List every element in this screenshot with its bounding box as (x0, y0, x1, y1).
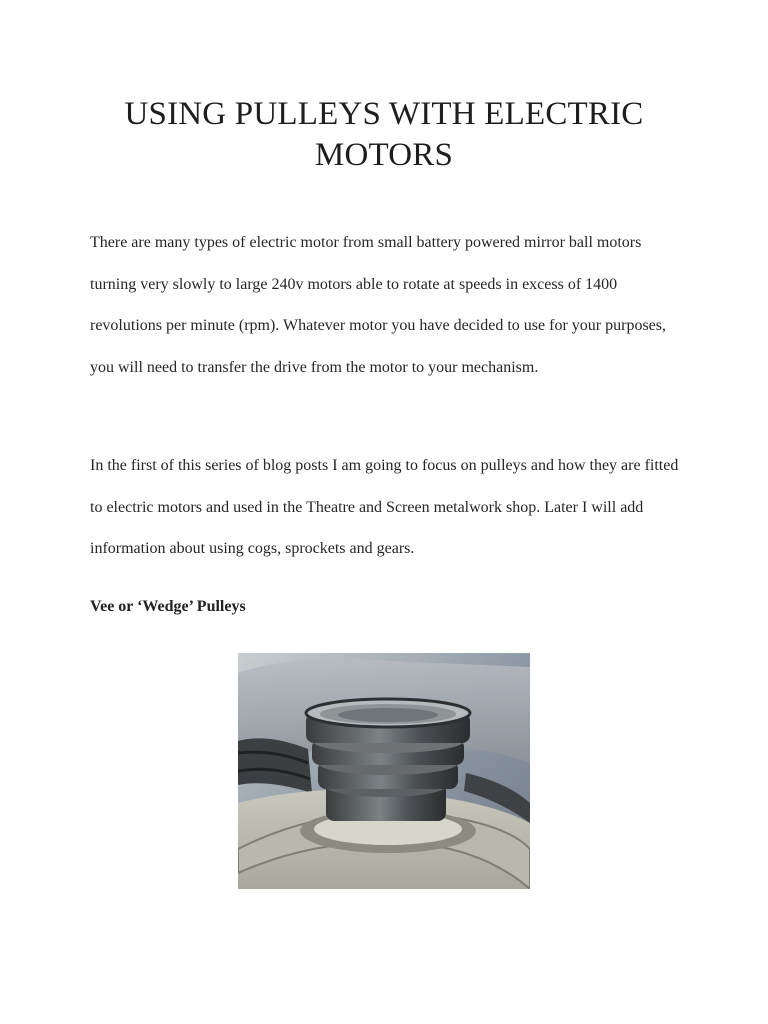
title-line-2: MOTORS (314, 137, 454, 173)
stepped-pulley-image (238, 653, 530, 889)
title-line-1: USING PULLEYS WITH ELECTRIC (124, 96, 644, 132)
stepped-pulley (306, 699, 470, 821)
page-title (60, 94, 708, 176)
intro-paragraph: There are many types of electric motor from small battery powered mirror ball motors turning very slowly to large 240v motors able to rotate at speeds in excess of 1400 revolutions per minute (rpm). Whatever motor you have decided to use for your purposes, you will need to transfer the drive from the motor to your mechanism. (90, 234, 666, 376)
pulley-photo (238, 653, 530, 889)
section-heading: Vee or ‘Wedge’ Pulleys (90, 598, 246, 615)
series-paragraph: In the first of this series of blog posts I am going to focus on pulleys and how they are fitted to electric motors and used in the Theatre and Screen metalwork shop. Later I will add information about using cogs, sprockets and gears. (90, 457, 679, 557)
